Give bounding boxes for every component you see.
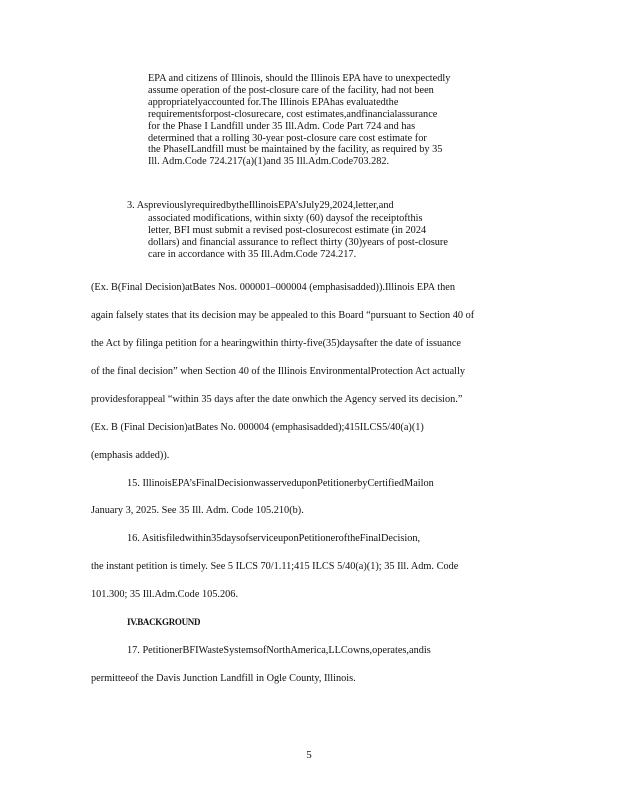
section-heading: IV.BACKGROUND <box>127 617 201 627</box>
paragraph-16-second: the instant petition is timely. See 5 ILCS 70/1.11;415 ILCS 5/40(a)(1); 35 Ill. Adm. Code <box>91 561 459 572</box>
body-line: (Ex. B(Final Decision)atBates Nos. 000001–000004 (emphasisadded)).Illinois EPA then <box>91 282 455 293</box>
body-line: the Act by filinga petition for a hearingwithin thirty-five(35)daysafter the date of issuance <box>91 338 461 349</box>
paragraph-17-first: 17. PetitionerBFIWasteSystemsofNorthAmerica,LLCowns,operates,andis <box>127 645 431 656</box>
paragraph-16-third: 101.300; 35 Ill.Adm.Code 105.206. <box>91 589 239 600</box>
block-quote <box>148 73 488 168</box>
page-header <box>86 30 526 38</box>
quote-line: for the Phase I Landfill under 35 Ill.Adm. Code Part 724 and has <box>148 120 416 132</box>
numbered-item-3 <box>127 200 487 211</box>
quote-line: care in accordance with 35 Ill.Adm.Code 724.217. <box>148 248 357 260</box>
item-first-line: 3. AspreviouslyrequiredbytheIllinoisEPA’sJuly29,2024,letter,and <box>127 200 394 211</box>
paragraph-15-second: January 3, 2025. See 35 Ill. Adm. Code 105.210(b). <box>91 505 304 516</box>
quote-line: the PhaseILandfill must be maintained by the facility, as required by 35 <box>148 144 443 156</box>
body-line: of the final decision” when Section 40 of the Illinois EnvironmentalProtection Act actually <box>91 366 466 377</box>
quote-line: dollars) and financial assurance to reflect thirty (30)years of post-closure <box>148 236 448 248</box>
item-3-continuation <box>148 213 488 261</box>
paragraph-15-first: 15. IllinoisEPA’sFinalDecisionwasserveduponPetitionerbyCertifiedMailon <box>127 478 434 489</box>
quote-line: assume operation of the post-closure care of the facility, had not been <box>148 84 434 96</box>
quote-line: Ill. Adm.Code 724.217(a)(1)and 35 Ill.Adm.Code703.282. <box>148 156 390 168</box>
quote-line: letter, BFI must submit a revised post-closurecost estimate (in 2024 <box>148 224 427 236</box>
quote-line: associated modifications, within sixty (60) daysof the receiptofthis <box>148 213 423 224</box>
body-line: (Ex. B (Final Decision)atBates No. 000004 (emphasisadded);415ILCS5/40(a)(1) <box>91 422 424 433</box>
body-line: (emphasis added)). <box>91 450 170 461</box>
quote-line: appropriatelyaccounted for.The Illinois EPAhas evaluatedthe <box>148 96 399 108</box>
paragraph-16-first: 16. Asitisfiledwithin35daysofserviceuponPetitioneroftheFinalDecision, <box>127 533 421 544</box>
quote-line: requirementsforpost-closurecare, cost estimates,andfinancialassurance <box>148 108 438 120</box>
quote-line: determined that a rolling 30-year post-closure care cost estimate for <box>148 132 427 144</box>
body-line: again falsely states that its decision may be appealed to this Board “pursuant to Section 40 of <box>91 310 475 321</box>
paragraph-17-second: permitteeof the Davis Junction Landfill in Ogle County, Illinois. <box>91 673 356 684</box>
page-number: 5 <box>306 749 312 761</box>
quote-line: EPA and citizens of Illinois, should the Illinois EPA have to unexpectedly <box>148 73 451 84</box>
body-line: providesforappeal “within 35 days after the date onwhich the Agency served its decision.” <box>91 394 463 405</box>
